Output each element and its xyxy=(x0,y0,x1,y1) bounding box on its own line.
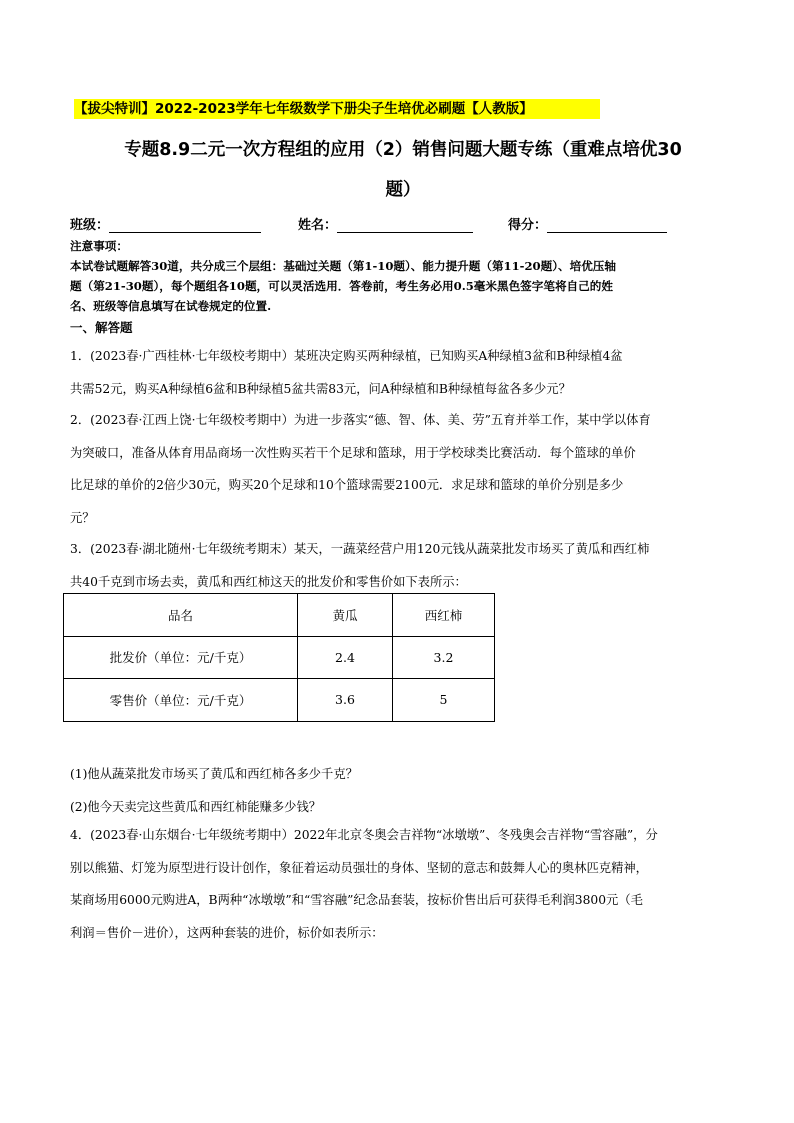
question-text: 元？ xyxy=(70,510,95,525)
price-table xyxy=(63,593,495,722)
question-text: 2．(2023春·江西上饶·七年级校考期中）为进一步落实“德、智、体、美、劳”五育并举工作，某中学以体育 xyxy=(70,413,651,427)
question-text: 别以熊猫、灯笼为原型进行设计创作，象征着运动员强壮的身体、坚韧的意志和鼓舞人心的奥林匹克精神， xyxy=(70,860,648,875)
page-title-line2: 题） xyxy=(385,180,421,200)
score-blank[interactable] xyxy=(547,218,667,233)
notes-line: 名、班级等信息填写在试卷规定的位置. xyxy=(70,299,272,313)
question-2 xyxy=(70,404,734,534)
page-title-line1: 专题8.9二元一次方程组的应用（2）销售问题大题专练（重难点培优30 xyxy=(124,140,682,160)
notes-line: 题（第21-30题），每个题组各10题，可以灵活选用．答卷前，考生务必用0.5毫米黑色签字笔将自己的姓 xyxy=(70,279,613,293)
table-cell: 3.2 xyxy=(393,636,495,679)
table-cell: 零售价（单位：元/千克） xyxy=(64,679,298,722)
question-text: 1．(2023春·广西桂林·七年级校考期中）某班决定购买两种绿植，已知购买A种绿植3盆和B种绿植4盆 xyxy=(70,349,623,363)
section-title: 一、解答题 xyxy=(70,320,133,335)
name-blank[interactable] xyxy=(337,218,473,233)
name-label: 姓名： xyxy=(298,218,338,233)
series-banner: 【拔尖特训】2022-2023学年七年级数学下册尖子生培优必刷题【人教版】 xyxy=(74,99,600,119)
instructions xyxy=(70,236,730,316)
name-field[interactable] xyxy=(298,214,473,233)
table-cell: 品名 xyxy=(64,594,298,637)
table-cell: 5 xyxy=(393,679,495,722)
class-label: 班级： xyxy=(70,218,110,233)
question-text: 共40千克到市场去卖，黄瓜和西红柿这天的批发价和零售价如下表所示： xyxy=(70,574,467,589)
question-text: 某商场用6000元购进A，B两种“冰墩墩”和“雪容融”纪念品套装，按标价售出后可获得毛利润3800元（毛 xyxy=(70,893,643,907)
question-4 xyxy=(70,819,734,949)
question-text: 3．(2023春·湖北随州·七年级统考期末）某天，一蔬菜经营户用120元钱从蔬菜批发市场买了黄瓜和西红柿 xyxy=(70,542,650,556)
table-header-row xyxy=(64,594,495,637)
table-cell: 黄瓜 xyxy=(298,594,393,637)
score-label: 得分： xyxy=(508,218,548,233)
question-text: 为突破口，准备从体育用品商场一次性购买若干个足球和篮球，用于学校球类比赛活动．每个篮球的单价 xyxy=(70,445,636,460)
table-cell: 西红柿 xyxy=(393,594,495,637)
question-text: 共需52元，购买A种绿植6盆和B种绿植5盆共需83元，问A种绿植和B种绿植每盆各多少元？ xyxy=(70,381,571,396)
question-3 xyxy=(70,533,734,598)
class-blank[interactable] xyxy=(109,218,261,233)
notes-line: 本试卷试题解答30道，共分成三个层组：基础过关题（第1-10题）、能力提升题（第11-20题）、培优压轴 xyxy=(70,259,616,273)
question-3-subparts xyxy=(70,758,734,823)
question-1 xyxy=(70,340,734,405)
question-text: 比足球的单价的2倍少30元，购买20个足球和10个篮球需要2100元．求足球和篮球的单价分别是多少 xyxy=(70,478,624,492)
notes-heading: 注意事项： xyxy=(70,239,128,253)
question-text: 4．(2023春·山东烟台·七年级统考期中）2022年北京冬奥会吉祥物“冰墩墩”、冬残奥会吉祥物“雪容融”，分 xyxy=(70,828,658,842)
score-field[interactable] xyxy=(508,214,667,233)
table-cell: 2.4 xyxy=(298,636,393,679)
class-field[interactable] xyxy=(70,214,261,233)
question-text: 利润＝售价－进价），这两种套装的进价，标价如表所示： xyxy=(70,925,384,940)
table-row xyxy=(64,679,495,722)
table-cell: 3.6 xyxy=(298,679,393,722)
subquestion: (1)他从蔬菜批发市场买了黄瓜和西红柿各多少千克？ xyxy=(70,767,358,781)
table-cell: 批发价（单位：元/千克） xyxy=(64,636,298,679)
subquestion: (2)他今天卖完这些黄瓜和西红柿能赚多少钱？ xyxy=(70,799,322,814)
table-row xyxy=(64,636,495,679)
